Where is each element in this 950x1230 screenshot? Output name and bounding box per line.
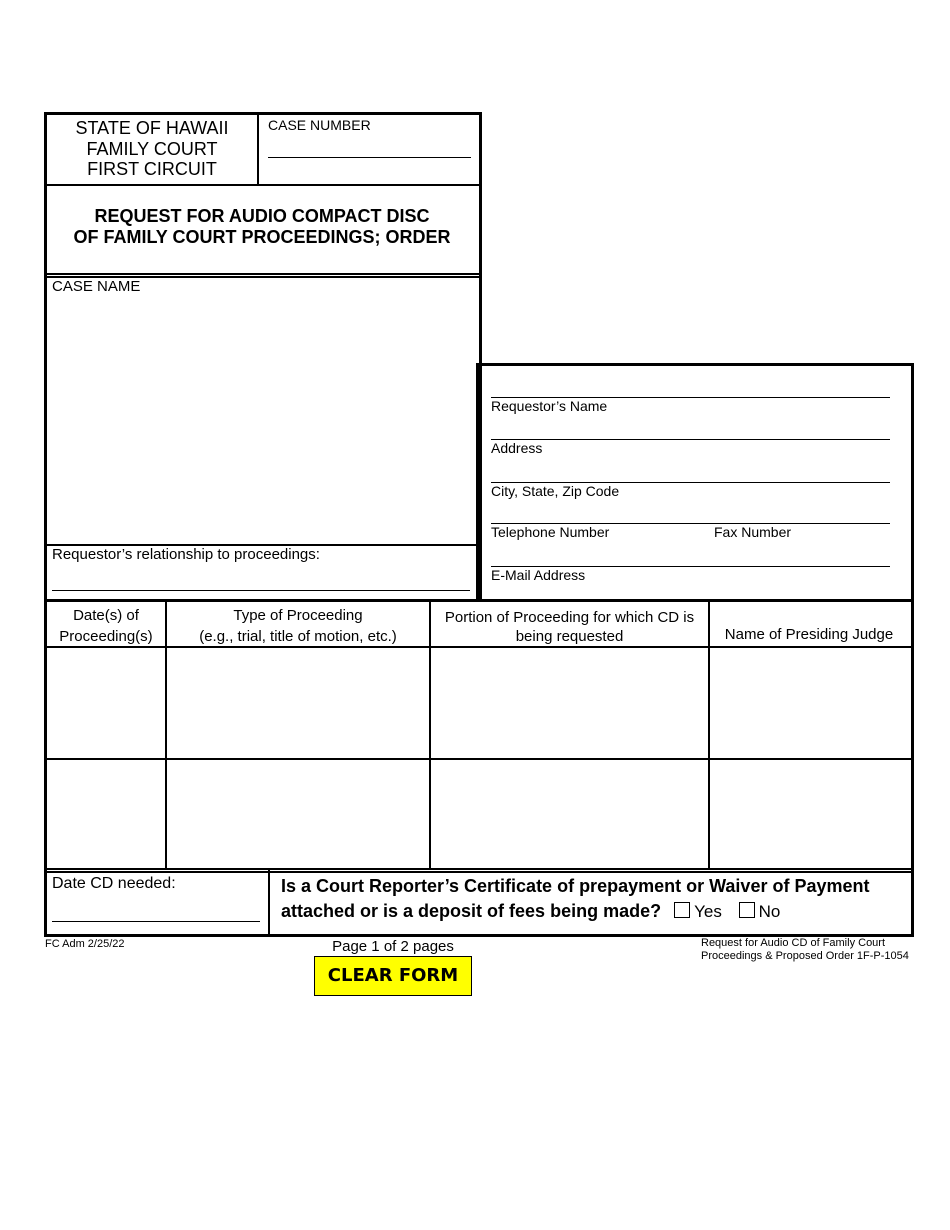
col-header-type: [167, 605, 429, 647]
relationship-label: Requestor’s relationship to proceedings:: [52, 546, 320, 563]
case-name-input[interactable]: [52, 300, 474, 542]
form-title-line1: REQUEST FOR AUDIO COMPACT DISC: [94, 206, 430, 226]
clear-form-button[interactable]: CLEAR FORM: [314, 956, 472, 996]
email-label: E-Mail Address: [491, 567, 586, 583]
question-line1: Is a Court Reporter’s Certificate of prepayment or Waiver of Payment: [281, 876, 870, 896]
date-needed-input[interactable]: [52, 902, 258, 920]
table-row-rule: [47, 758, 911, 760]
question-line2-row: [281, 899, 906, 924]
form-title-line2: OF FAMILY COURT PROCEEDINGS; ORDER: [73, 227, 451, 247]
fax-label: Fax Number: [714, 524, 792, 540]
prepayment-question: [281, 874, 906, 924]
case-number-label: CASE NUMBER: [268, 117, 371, 133]
fax-input[interactable]: [714, 504, 889, 522]
date-needed-underline: [52, 921, 260, 922]
case-number-underline: [268, 157, 471, 158]
city-state-zip-input[interactable]: [491, 463, 889, 481]
relationship-underline: [52, 590, 470, 591]
no-checkbox[interactable]: [739, 902, 755, 918]
requestor-name-input[interactable]: [491, 378, 889, 396]
address-input[interactable]: [491, 420, 889, 438]
row1-judge-input[interactable]: [713, 651, 907, 757]
row1-type-input[interactable]: [170, 651, 428, 757]
form-code: FC Adm 2/25/22: [45, 938, 125, 950]
col-header-dates-l1: Date(s) of: [73, 607, 139, 624]
requestor-name-label: Requestor’s Name: [491, 398, 608, 414]
court-line-circuit: FIRST CIRCUIT: [87, 159, 217, 179]
telephone-input[interactable]: [491, 504, 706, 522]
header-divider: [257, 115, 259, 186]
relationship-input[interactable]: [52, 572, 468, 590]
row1-dates-input[interactable]: [50, 651, 164, 757]
form-reference-l1: Request for Audio CD of Family Court: [701, 937, 886, 949]
row2-judge-input[interactable]: [713, 763, 907, 869]
court-line-state: STATE OF HAWAII: [75, 118, 229, 138]
row1-portion-input[interactable]: [434, 651, 707, 757]
col-header-judge: Name of Presiding Judge: [724, 626, 894, 643]
telephone-label: Telephone Number: [491, 524, 610, 540]
yes-label: Yes: [694, 902, 722, 921]
col-header-portion: [431, 608, 708, 646]
row2-dates-input[interactable]: [50, 763, 164, 869]
col-header-dates: [47, 605, 165, 647]
col-header-type-l2: (e.g., trial, title of motion, etc.): [199, 628, 397, 645]
bottom-divider: [268, 870, 270, 934]
row2-type-input[interactable]: [170, 763, 428, 869]
address-underline: [491, 439, 890, 440]
case-number-input[interactable]: [268, 138, 470, 156]
email-input[interactable]: [491, 547, 889, 565]
col-header-dates-l2: Proceeding(s): [59, 628, 153, 645]
form-reference: [640, 937, 909, 963]
court-line-family: FAMILY COURT: [86, 138, 218, 159]
header-rule: [47, 184, 479, 186]
no-label: No: [758, 902, 781, 921]
col-header-portion-l1: Portion of Proceeding for which CD is: [444, 609, 695, 626]
col-header-type-l1: Type of Proceeding: [233, 607, 363, 624]
court-name: [47, 118, 257, 180]
case-name-label: CASE NAME: [52, 278, 141, 295]
form-reference-l2: Proceedings & Proposed Order 1F-P-1054: [701, 950, 909, 962]
city-label: City, State, Zip Code: [491, 483, 620, 499]
page-number: Page 1 of 2 pages: [332, 938, 454, 955]
address-label: Address: [491, 440, 543, 456]
form-title: [47, 206, 477, 248]
question-line2: attached or is a deposit of fees being made?: [281, 901, 662, 921]
yes-checkbox[interactable]: [674, 902, 690, 918]
row2-portion-input[interactable]: [434, 763, 707, 869]
col-header-portion-l2: being requested: [515, 628, 624, 645]
date-needed-label: Date CD needed:: [52, 875, 176, 892]
